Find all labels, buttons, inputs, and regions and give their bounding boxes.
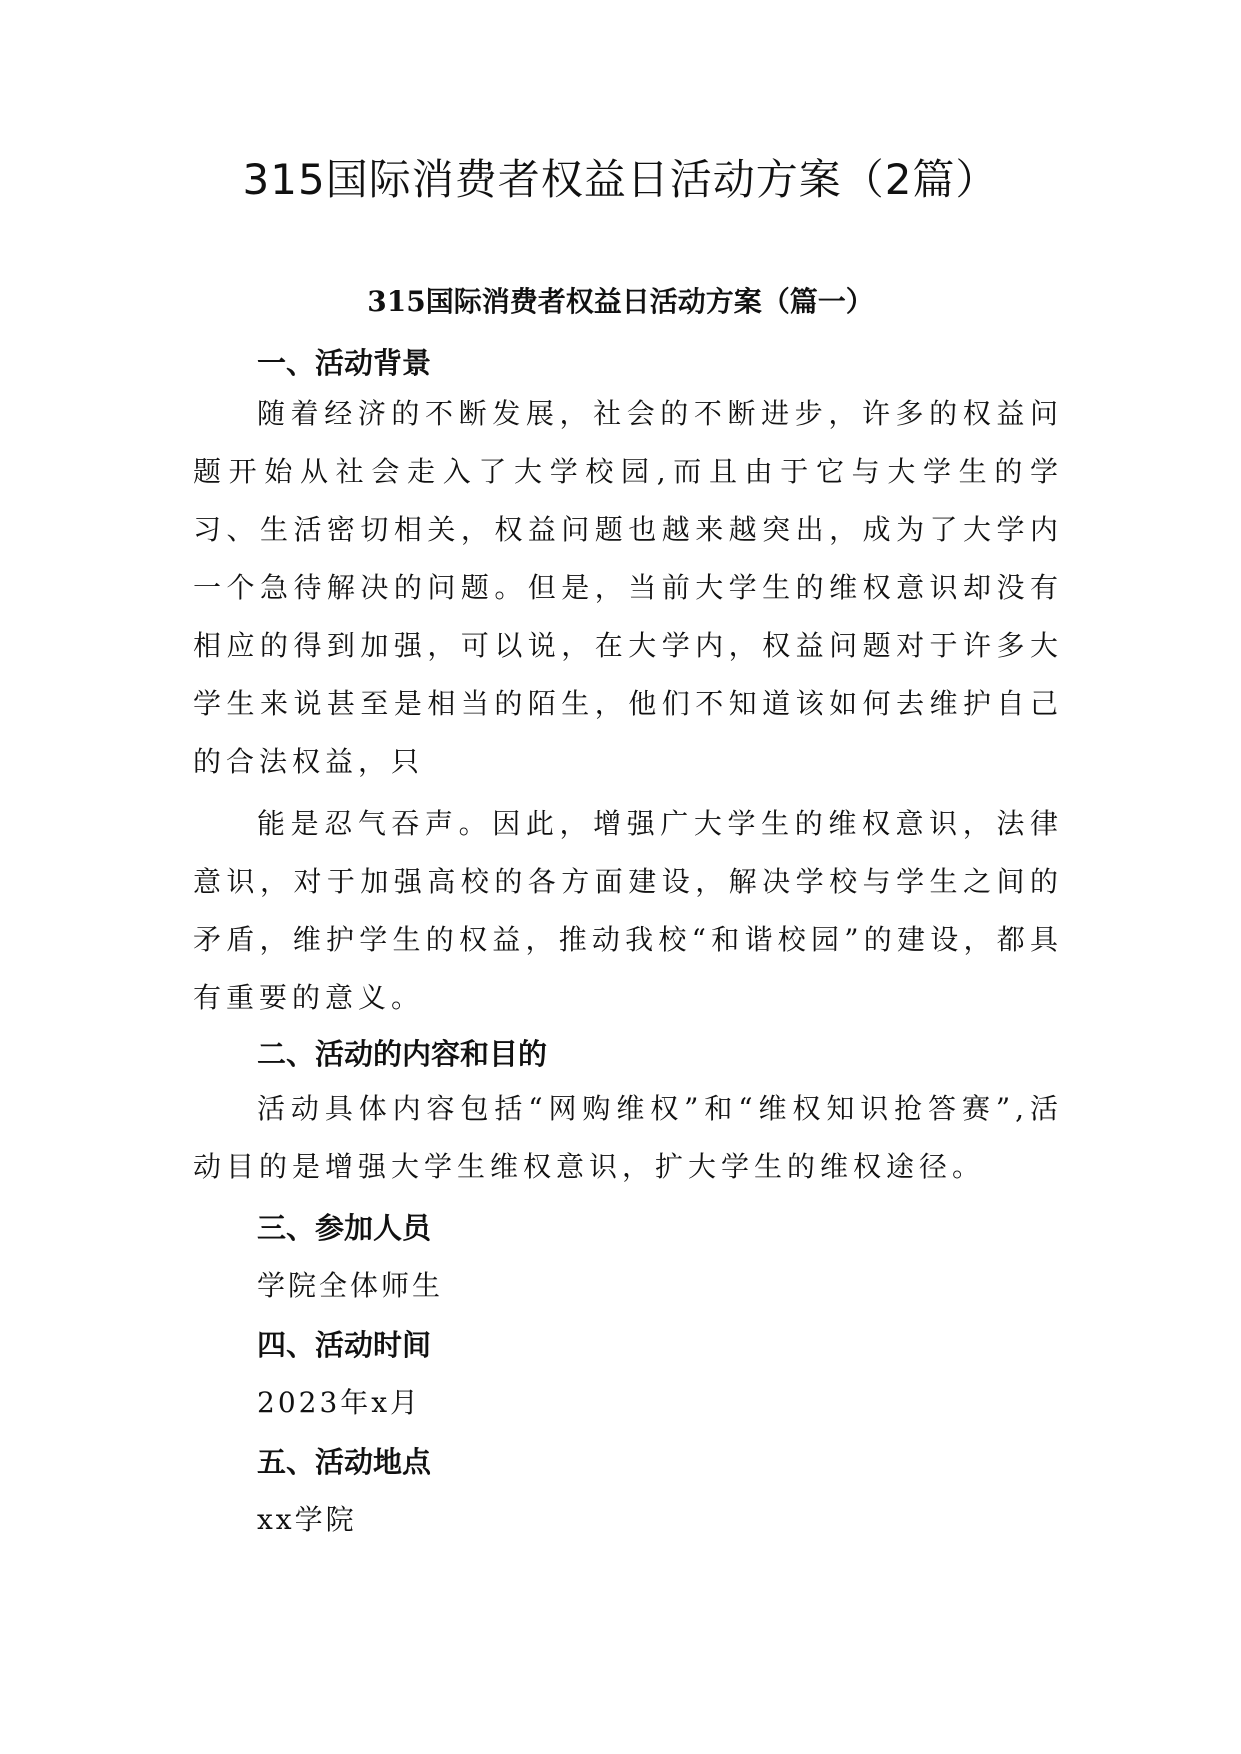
section-heading-location: 五、活动地点 [257,1445,432,1479]
location-text: xx学院 [257,1503,357,1536]
time-text: 2023年x月 [257,1386,422,1419]
section-heading-background: 一、活动背景 [257,346,432,380]
participants-text: 学院全体师生 [257,1269,444,1302]
document-subtitle: 315国际消费者权益日活动方案（篇一） [367,285,874,318]
section-heading-participants: 三、参加人员 [257,1211,432,1245]
section-heading-time: 四、活动时间 [257,1328,432,1362]
document-title: 315国际消费者权益日活动方案（2篇） [242,155,999,204]
content-purpose-paragraph: 活动具体内容包括“网购维权”和“维权知识抢答赛”,活动目的是增强大学生维权意识，扩大学生的维权途径。 [193,1092,1063,1183]
background-paragraph-2: 能是忍气吞声。因此，增强广大学生的维权意识，法律意识，对于加强高校的各方面建设，解决学校与学生之间的矛盾，维护学生的权益，推动我校“和谐校园”的建设，都具有重要的意义。 [193,807,1063,1014]
section-heading-content-purpose: 二、活动的内容和目的 [257,1037,548,1071]
background-paragraph-1: 随着经济的不断发展，社会的不断进步，许多的权益问题开始从社会走入了大学校园,而且由于它与大学生的学习、生活密切相关，权益问题也越来越突出，成为了大学内一个急待解决的问题。但是，当前大学生的维权意识却没有相应的得到加强，可以说，在大学内，权益问题对于许多大学生来说甚至是相当的陌生，他们不知道该如何去维护自己的合法权益，只 [193,397,1063,778]
